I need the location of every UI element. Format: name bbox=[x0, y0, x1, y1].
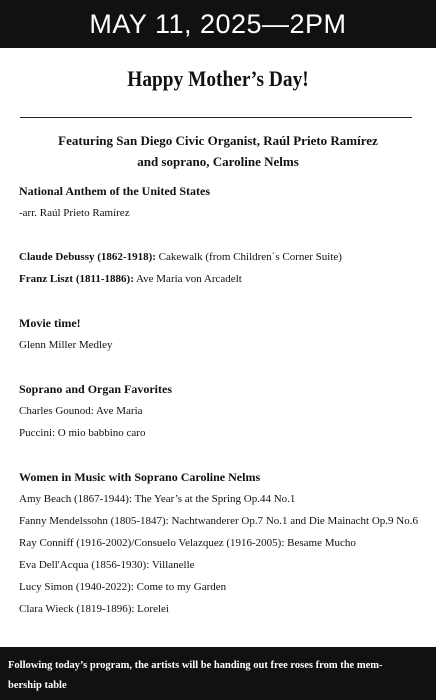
work-title: Ave Maria von Arcadelt bbox=[133, 273, 242, 285]
section-heading-anthem: National Anthem of the United States bbox=[19, 184, 210, 198]
program-item: Lucy Simon (1940-2022): Come to my Garden bbox=[19, 581, 227, 593]
program-item: Amy Beach (1867-1944): The Year’s at the Spring Op.44 No.1 bbox=[19, 493, 296, 505]
featuring-line-1: Featuring San Diego Civic Organist, Raúl Prieto Ramírez bbox=[58, 133, 378, 148]
program-item: Puccini: O mio babbino caro bbox=[19, 427, 146, 439]
spacer bbox=[19, 224, 429, 246]
footer-line-1: Following today’s program, the artists will be handing out free roses from the mem- bbox=[8, 660, 383, 671]
composer-name: Claude Debussy (1862-1918): bbox=[19, 251, 156, 263]
section-heading-women: Women in Music with Soprano Caroline Nelms bbox=[19, 470, 261, 484]
page-title: Happy Mother’s Day! bbox=[127, 66, 309, 91]
program-item: Fanny Mendelssohn (1805-1847): Nachtwanderer Op.7 No.1 and Die Mainacht Op.9 No.6 bbox=[19, 515, 418, 527]
program-item: Eva Dell'Acqua (1856-1930): Villanelle bbox=[19, 559, 195, 571]
footer-banner bbox=[0, 647, 436, 700]
section-heading-movie: Movie time! bbox=[19, 316, 81, 330]
work-title: Cakewalk (from Children´s Corner Suite) bbox=[155, 251, 342, 263]
program-item: Charles Gounod: Ave Maria bbox=[19, 405, 143, 417]
section-heading-favorites: Soprano and Organ Favorites bbox=[19, 382, 173, 396]
footer-line-2: bership table bbox=[8, 680, 67, 691]
date-banner bbox=[0, 0, 436, 48]
featuring-text bbox=[0, 130, 436, 172]
spacer bbox=[19, 356, 429, 378]
program-item: Clara Wieck (1819-1896): Lorelei bbox=[19, 603, 169, 615]
program-item: Ray Conniff (1916-2002)/Consuelo Velazquez (1916-2005): Besame Mucho bbox=[19, 537, 356, 549]
event-date: MAY 11, 2025—2PM bbox=[89, 8, 347, 39]
program-item bbox=[19, 268, 429, 290]
program-item: -arr. Raúl Prieto Ramírez bbox=[19, 207, 130, 219]
featuring-line-2: and soprano, Caroline Nelms bbox=[137, 154, 299, 169]
program-item bbox=[19, 246, 429, 268]
spacer bbox=[19, 290, 429, 312]
divider bbox=[20, 117, 412, 118]
composer-name: Franz Liszt (1811-1886): bbox=[19, 273, 134, 285]
spacer bbox=[19, 444, 429, 466]
program-list bbox=[19, 180, 429, 620]
program-item: Glenn Miller Medley bbox=[19, 339, 113, 351]
